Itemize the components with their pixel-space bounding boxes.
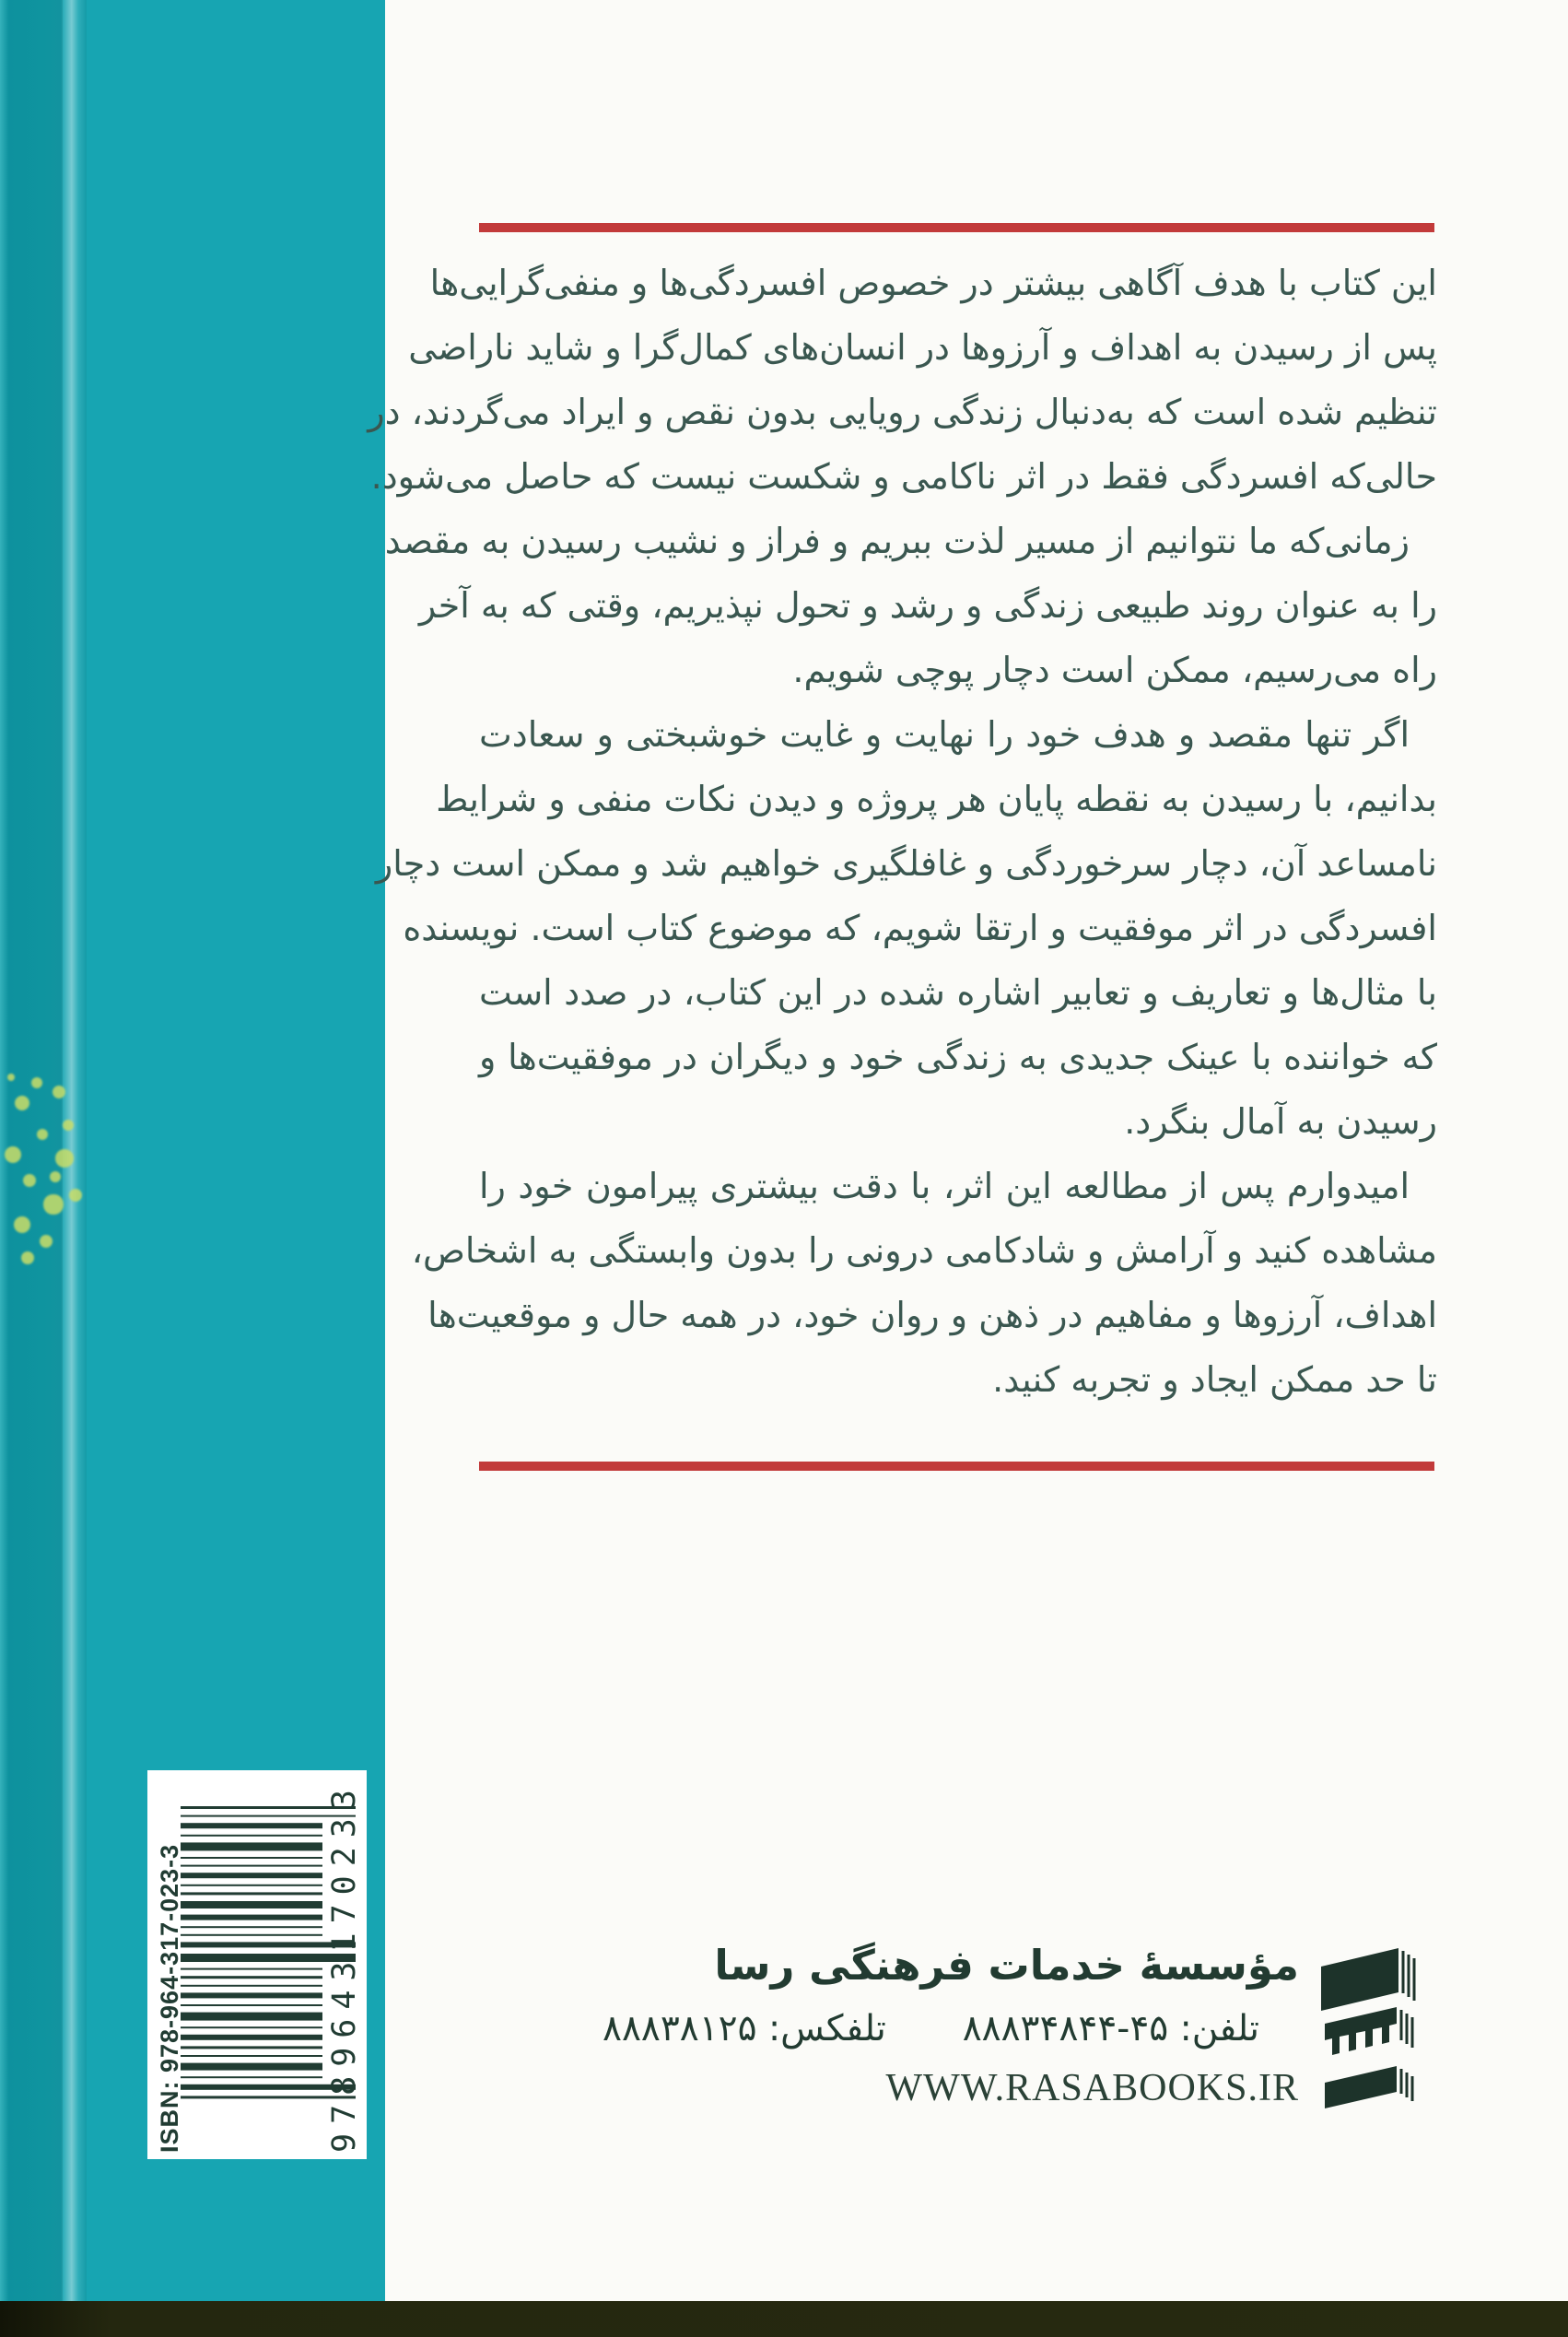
spine-groove-highlight (61, 0, 87, 2301)
top-red-rule (479, 223, 1434, 232)
blurb-line: اگر تنها مقصد و هدف خود را نهایت و غایت خوشبختی و سعادت (479, 714, 1410, 755)
blurb-line: امیدوارم پس از مطالعه این اثر، با دقت بیشتری پیرامون خود را (479, 1166, 1410, 1206)
blurb-line: این کتاب با هدف آگاهی بیشتر در خصوص افسردگی‌ها و منفی‌گرایی‌ها (429, 263, 1437, 303)
publisher-block (603, 1937, 1299, 2110)
blurb-line: افسردگی در اثر موفقیت و ارتقا شویم، که موضوع کتاب است. نویسنده (403, 908, 1437, 948)
stain-speckles (7, 1074, 15, 1081)
phone-label: تلفن: (1179, 2008, 1259, 2049)
publisher-logo-icon (1316, 1944, 1437, 2133)
blurb-line: را به عنوان روند طبیعی زندگی و رشد و تحول نپذیریم، وقتی که به آخر (418, 585, 1437, 626)
book-bottom-edge (0, 2301, 1568, 2337)
blurb-line: زمانی‌که ما نتوانیم از مسیر لذت ببریم و فراز و نشیب رسیدن به مقصد (384, 521, 1410, 561)
blurb-line: تنظیم شده است که به‌دنبال زندگی رویایی بدون نقص و ایراد می‌گردند، در (368, 392, 1437, 432)
phone-number: ۴۵-۸۸۸۳۴۸۴۴ (962, 2008, 1169, 2049)
bottom-red-rule (479, 1462, 1434, 1471)
blurb-line: پس از رسیدن به اهداف و آرزوها در انسان‌های کمال‌گرا و شاید ناراضی (408, 327, 1437, 368)
isbn-digits: 9789643170233 (326, 1780, 363, 2153)
book-blurb (368, 251, 1437, 1412)
blurb-line: مشاهده کنید و آرامش و شادکامی درونی را بدون وابستگی به اشخاص، (411, 1230, 1437, 1271)
blurb-line: که خواننده با عینک جدیدی به زندگی خود و دیگران در موفقیت‌ها و (479, 1037, 1437, 1077)
blurb-line: با مثال‌ها و تعاریف و تعابیر اشاره شده در این کتاب، در صدد است (479, 972, 1437, 1013)
blurb-line: بدانیم، با رسیدن به نقطه پایان هر پروژه و دیدن نکات منفی و شرایط (436, 779, 1437, 819)
blurb-line: نامساعد آن، دچار سرخوردگی و غافلگیری خواهیم شد و ممکن است دچار (375, 843, 1437, 884)
publisher-website: WWW.RASABOOKS.IR (885, 2067, 1299, 2109)
blurb-line: راه می‌رسیم، ممکن است دچار پوچی شویم. (792, 650, 1437, 690)
fax-number: ۸۸۸۳۸۱۲۵ (603, 2008, 757, 2049)
publisher-phone-line (603, 2005, 1299, 2053)
blurb-line: تا حد ممکن ایجاد و تجربه کنید. (992, 1359, 1437, 1400)
blurb-line: رسیدن به آمال بنگرد. (1124, 1101, 1437, 1142)
blurb-line: حالی‌که افسردگی فقط در اثر ناکامی و شکست نیست که حاصل می‌شود. (370, 456, 1437, 497)
publisher-name: مؤسسۀ خدمات فرهنگی رسا (714, 1941, 1299, 1990)
isbn-label: ISBN: 978-964-317-023-3 (156, 1843, 183, 2153)
spine-shade (0, 0, 63, 2301)
fax-label: تلفکس: (767, 2008, 886, 2049)
blurb-line: اهداف، آرزوها و مفاهیم در ذهن و روان خود، در همه حال و موقعیت‌ها (427, 1295, 1437, 1335)
